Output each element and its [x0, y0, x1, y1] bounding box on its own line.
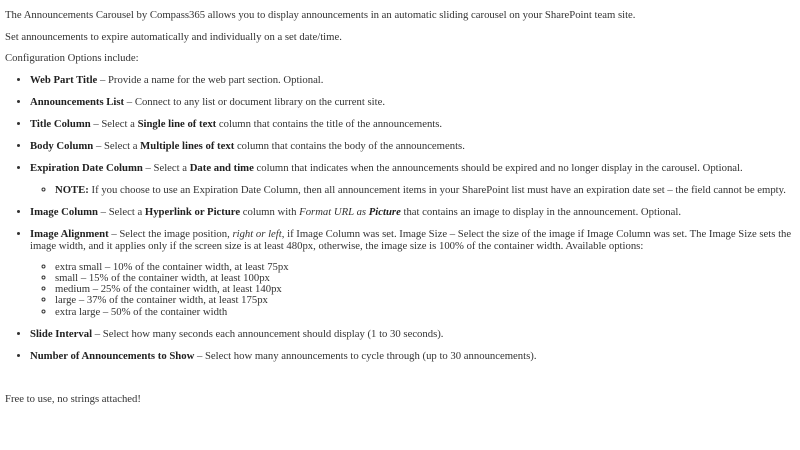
option-title-column: • Title Column – Select a Single line of text column that contains the title of the announcements.: [30, 118, 795, 130]
size-option: ◦ large – 37% of the container width, at least 175px: [55, 295, 795, 306]
option-image-column: • Image Column – Select a Hyperlink or Picture column with Format URL as Picture that contains an image to display in the announcement. Optional.: [30, 206, 795, 218]
option-image-alignment: • Image Alignment – Select the image position, right or left, if Image Column was set. Image Size – Select the size of the image if Image Column was set. The Image Size sets the image width, and it applies only if the screen size is at least 480px, otherwise, the image size is 100% of the container width. Available options: ◦ extra small – 10% of the container width, at least 75px ◦ small – 15% of the container width, at least 100px ◦ medium – 25% of the container width, at least 140px ◦ large – 37% of the container width, at least 175px ◦ extra large – 50% of the container width: [30, 228, 795, 318]
spacer: [5, 372, 795, 393]
intro-paragraph: The Announcements Carousel by Compass365 allows you to display announcements in an automatic sliding carousel on your SharePoint team site.: [5, 9, 636, 21]
size-option: ◦ extra large – 50% of the container width: [55, 307, 795, 318]
size-option: ◦ extra small – 10% of the container width, at least 75px: [55, 262, 795, 273]
option-web-part-title: • Web Part Title – Provide a name for the web part section. Optional.: [30, 74, 795, 86]
size-option: ◦ small – 15% of the container width, at least 100px: [55, 273, 795, 284]
size-option: ◦ medium – 25% of the container width, at least 140px: [55, 284, 795, 295]
expiration-note: ◦ NOTE: If you choose to use an Expiration Date Column, then all announcement items in your SharePoint list must have an expiration date set – the field cannot be empty.: [55, 184, 795, 196]
option-body-column: • Body Column – Select a Multiple lines of text column that contains the body of the announcements.: [30, 140, 795, 152]
config-options-list: [5, 74, 795, 362]
footer-note: Free to use, no strings attached!: [5, 392, 141, 405]
option-slide-interval: • Slide Interval – Select how many seconds each announcement should display (1 to 30 seconds).: [30, 328, 795, 340]
option-expiration-date-column: • Expiration Date Column – Select a Date and time column that indicates when the announcements should be expired and no longer display in the carousel. Optional. ◦ NOTE: If you choose to use an Expiration Date Column, then all announcement items in your SharePoint list must have an expiration date set – the field cannot be empty.: [30, 162, 795, 196]
image-size-options: [30, 262, 795, 318]
option-number-of-announcements: • Number of Announcements to Show – Select how many announcements to cycle through (up to 30 announcements).: [30, 350, 795, 362]
expire-paragraph: Set announcements to expire automatically and individually on a set date/time.: [5, 30, 342, 43]
expiration-note-list: [30, 184, 795, 196]
config-heading: Configuration Options include:: [5, 52, 139, 64]
option-announcements-list: • Announcements List – Connect to any list or document library on the current site.: [30, 96, 795, 108]
